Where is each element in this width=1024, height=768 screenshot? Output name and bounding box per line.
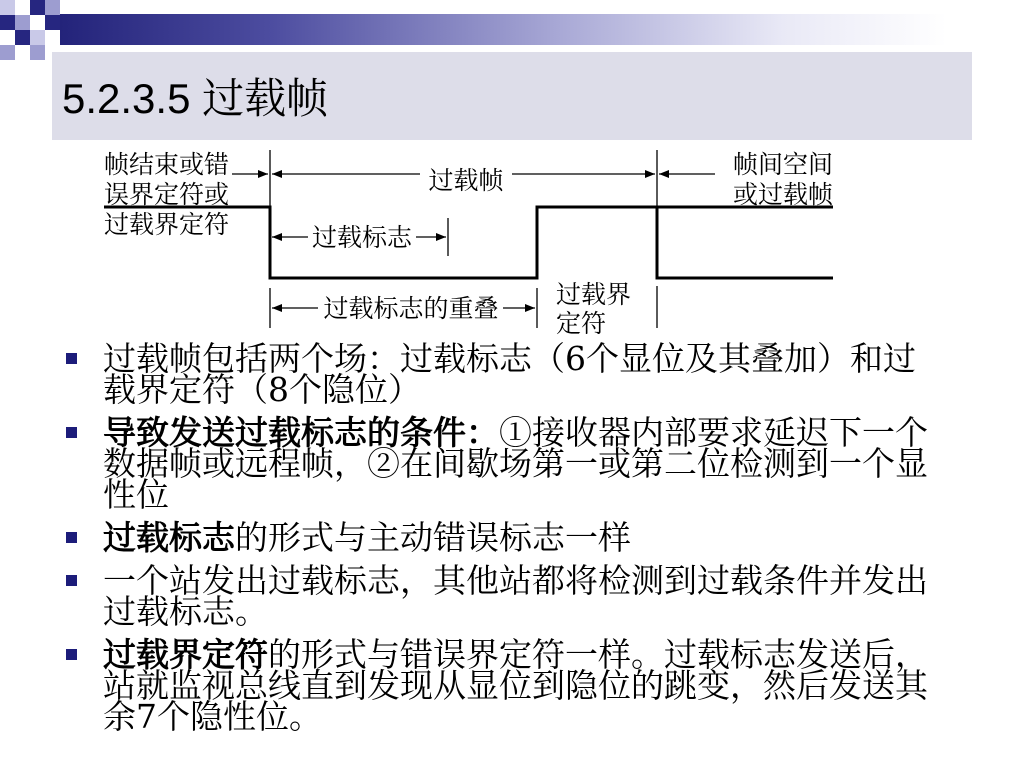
bullet-text: 的形式与错误界定符一样。过载标志发送后， (268, 635, 928, 674)
bullet-text-line: 一个站发出过载标志，其他站都将检测到过载条件并发出 (103, 561, 928, 600)
label-next-field-line: 或过载帧 (733, 180, 834, 209)
label-overload-flag: 过载标志 (311, 223, 413, 252)
square-bullet-icon (66, 532, 77, 543)
header-gradient-band (60, 14, 1024, 45)
label-flag-superposition: 过载标志的重叠 (323, 294, 499, 323)
decor-square (30, 45, 45, 60)
decor-square (0, 15, 15, 30)
decor-square (30, 0, 45, 15)
label-previous-field-line: 过载界定符 (104, 210, 230, 239)
decor-square (0, 0, 15, 15)
label-previous-field-line: 误界定符或 (104, 180, 230, 209)
bullet-text-line: 载界定符（8个隐位） (103, 370, 421, 409)
decor-square (30, 30, 45, 45)
bullet-list (0, 339, 1000, 744)
bullet-text-line: 过载帧包括两个场：过载标志（6个显位及其叠加）和过 (103, 339, 916, 378)
decor-square (45, 15, 60, 30)
decor-square (15, 15, 30, 30)
bullet-item (0, 561, 1000, 631)
slide-title: 5.2.3.5 过载帧 (62, 75, 329, 122)
square-bullet-icon (66, 575, 77, 586)
square-bullet-icon (66, 353, 77, 364)
bullet-text: ①接收器内部要求延迟下一个 (499, 413, 928, 452)
bullet-text-line: 余7个隐性位。 (103, 697, 322, 736)
square-bullet-icon (66, 649, 77, 660)
bullet-text-line: 性位 (103, 475, 169, 514)
label-next-field-line: 帧间空间 (733, 150, 834, 179)
square-bullet-icon (66, 427, 77, 438)
bullet-emphasis: 过载标志 (103, 518, 235, 557)
bullet-item (0, 339, 1000, 409)
bullet-emphasis: 过载界定符 (103, 635, 268, 674)
bullet-item (0, 518, 1000, 557)
bullet-item (0, 413, 1000, 514)
decor-square (15, 30, 30, 45)
label-overload-delimiter-line: 过载界 (556, 280, 632, 309)
label-overload-frame: 过载帧 (428, 166, 504, 195)
bullet-text-line: 数据帧或远程帧，②在间歇场第一或第二位检测到一个显 (103, 444, 928, 483)
bullet-text-line: 过载标志。 (103, 592, 268, 631)
decor-square (45, 0, 60, 15)
label-previous-field-line: 帧结束或错 (104, 150, 230, 179)
bullet-text-line (103, 518, 1000, 557)
title-bar (52, 52, 972, 140)
bullet-emphasis: 导致发送过载标志的条件： (103, 413, 499, 452)
bullet-text: 的形式与主动错误标志一样 (235, 518, 631, 557)
decor-square (0, 45, 15, 60)
bullet-text-line: 站就监视总线直到发现从显位到隐位的跳变，然后发送其 (103, 666, 928, 705)
label-overload-delimiter-line: 定符 (556, 309, 607, 338)
bullet-item (0, 635, 1000, 736)
overload-frame-timing-diagram (0, 145, 1024, 340)
